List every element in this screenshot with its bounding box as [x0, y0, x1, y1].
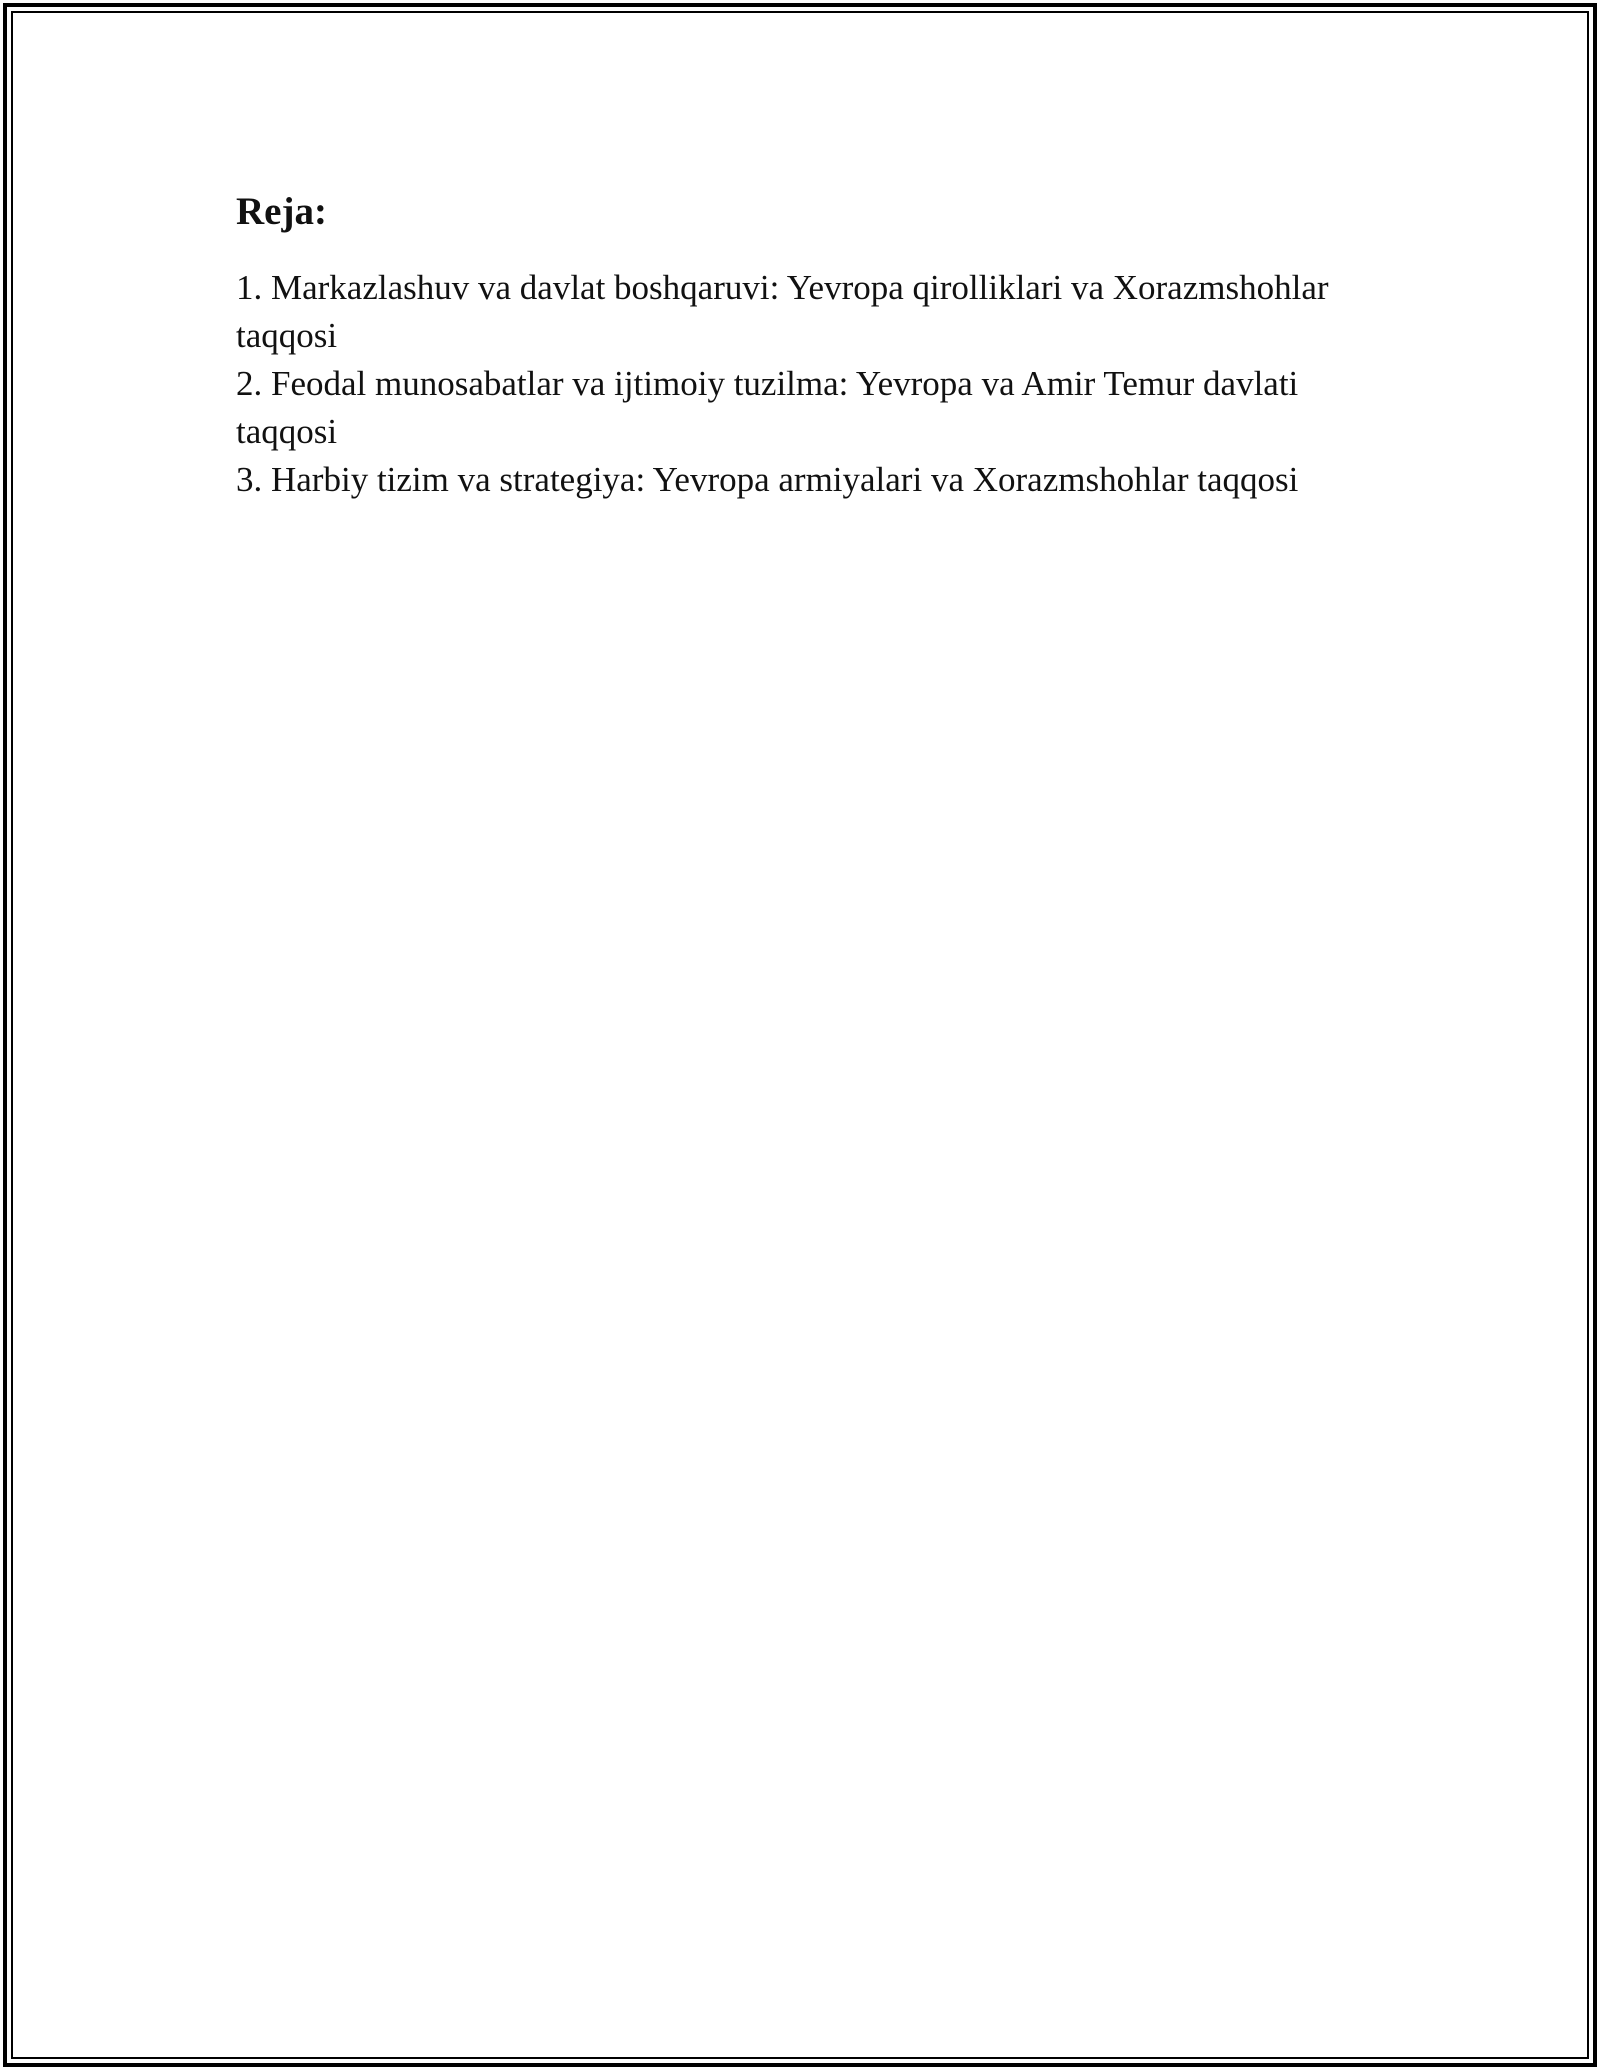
plan-item-3: 3. Harbiy tizim va strategiya: Yevropa armiyalari va Xorazmshohlar taqqosi	[236, 460, 1299, 499]
plan-item-1: 1. Markazlashuv va davlat boshqaruvi: Yevropa qirolliklari va Xorazmshohlar taqqosi	[236, 268, 1329, 355]
plan-list	[236, 264, 1386, 504]
document-content	[236, 188, 1386, 504]
plan-heading: Reja:	[236, 190, 327, 233]
plan-item-2: 2. Feodal munosabatlar va ijtimoiy tuzilma: Yevropa va Amir Temur davlati taqqosi	[236, 364, 1299, 451]
